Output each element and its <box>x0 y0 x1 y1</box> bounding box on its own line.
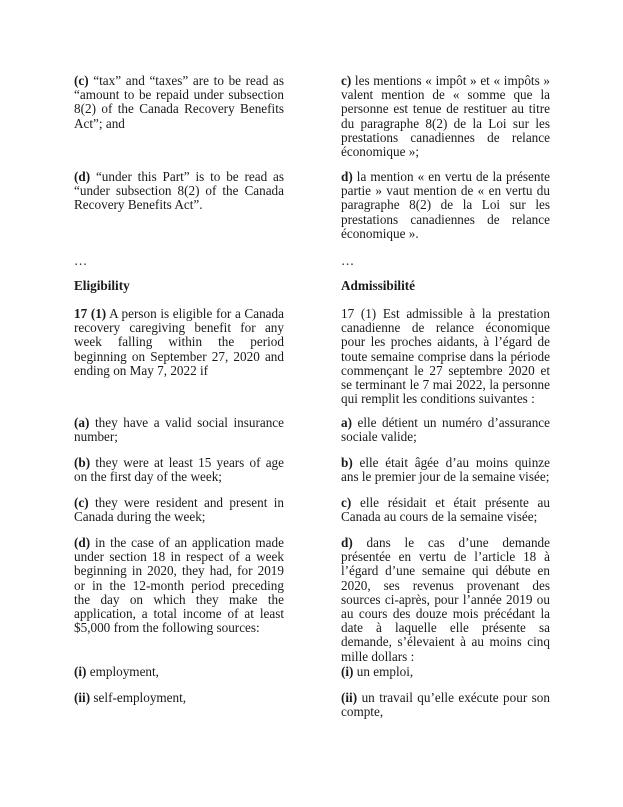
fr-paragraph-17-1: 17 (1) Est admissible à la prestation canadienne de relance économique pour les proches aidants, à l’égard de toute semaine comprise dans la période commençant le 27 septembre 2020 et se terminant le 7 mai 2022, la personne qui remplit les conditions suivantes : <box>341 306 550 407</box>
en-text-ii: self-employment, <box>90 690 187 705</box>
fr-text-i: un emploi, <box>353 664 414 679</box>
fr-text-d: la mention « en vertu de la présente partie » vaut mention de « en vertu du paragraphe 8(2) de la Loi sur les prestations canadiennes de relance économique ». <box>341 169 550 241</box>
fr-text-b: elle était âgée d’au moins quinze ans le premier jour de la semaine visée; <box>341 455 550 485</box>
en-text-17-1: A person is eligible for a Canada recovery caregiving benefit for any week falling within the period beginning on September 27, 2020 and ending on May 7, 2022 if <box>74 306 284 378</box>
en-text-c2: they were resident and present in Canada during the week; <box>74 495 284 525</box>
fr-paragraph-c <box>341 74 550 159</box>
en-label-ii: (ii) <box>74 690 91 705</box>
en-label-a: (a) <box>74 415 90 430</box>
fr-heading-admissibilite: Admissibilité <box>341 278 416 293</box>
fr-paragraph-ii <box>341 691 550 719</box>
en-label-d: (d) <box>74 169 91 184</box>
fr-label-c2: c) <box>341 495 352 510</box>
en-label-17-1: 17 (1) <box>74 306 107 321</box>
en-label-d2: (d) <box>74 535 91 550</box>
fr-label-ii: (ii) <box>341 690 358 705</box>
en-label-c2: (c) <box>74 495 89 510</box>
fr-text-d2: dans le cas d’une demande présentée en vertu de l’article 18 à l’égard d’une semaine qui débute en 2020, ses revenus provenant des sources ci-après, pour l’année 2019 ou au cours des douze mois précédant la date à laquelle elle présente sa demande, s’élevaient à au moins cinq mille dollars : <box>341 535 550 664</box>
en-paragraph-d2 <box>74 536 284 635</box>
en-ellipsis: … <box>74 253 89 268</box>
fr-paragraph-i <box>341 665 550 679</box>
en-paragraph-b <box>74 456 284 484</box>
fr-paragraph-a <box>341 416 550 444</box>
en-paragraph-c <box>74 74 284 131</box>
fr-paragraph-d <box>341 170 550 241</box>
fr-text-a: elle détient un numéro d’assurance sociale valide; <box>341 415 550 445</box>
fr-text-c: les mentions « impôt » et « impôts » valent mention de « somme que la personne est tenue de restituer au titre du paragraphe 8(2) de la Loi sur les prestations canadiennes de relance économique »; <box>341 73 550 160</box>
fr-label-a: a) <box>341 415 352 430</box>
fr-label-d2: d) <box>341 535 353 550</box>
fr-text-ii: un travail qu’elle exécute pour son compte, <box>341 690 550 720</box>
en-paragraph-a <box>74 416 284 444</box>
en-paragraph-ii <box>74 691 284 705</box>
en-heading-eligibility: Eligibility <box>74 278 130 293</box>
en-text-b: they were at least 15 years of age on the first day of the week; <box>74 455 284 485</box>
fr-label-i: (i) <box>341 664 354 679</box>
en-text-i: employment, <box>86 664 159 679</box>
fr-ellipsis: … <box>341 253 356 268</box>
en-text-d: “under this Part” is to be read as “under subsection 8(2) of the Canada Recovery Benefits Act”. <box>74 169 284 213</box>
en-label-c: (c) <box>74 73 89 88</box>
fr-paragraph-d2 <box>341 536 550 664</box>
en-text-c: “tax” and “taxes” are to be read as “amount to be repaid under subsection 8(2) of the Canada Recovery Benefits Act”; and <box>74 73 284 131</box>
en-paragraph-d <box>74 170 284 213</box>
fr-paragraph-c2 <box>341 496 550 524</box>
en-paragraph-i <box>74 665 284 679</box>
fr-text-c2: elle résidait et était présente au Canada au cours de la semaine visée; <box>341 495 550 525</box>
fr-paragraph-b <box>341 456 550 484</box>
en-label-b: (b) <box>74 455 91 470</box>
fr-label-c: c) <box>341 73 352 88</box>
en-text-a: they have a valid social insurance number; <box>74 415 284 445</box>
fr-label-d: d) <box>341 169 353 184</box>
fr-label-b: b) <box>341 455 353 470</box>
en-text-d2: in the case of an application made under section 18 in respect of a week beginning in 2020, they had, for 2019 or in the 12-month period preceding the day on which they make the application, a total income of at least $5,000 from the following sources: <box>74 535 284 636</box>
en-paragraph-c2 <box>74 496 284 524</box>
en-paragraph-17-1 <box>74 307 284 378</box>
en-label-i: (i) <box>74 664 87 679</box>
